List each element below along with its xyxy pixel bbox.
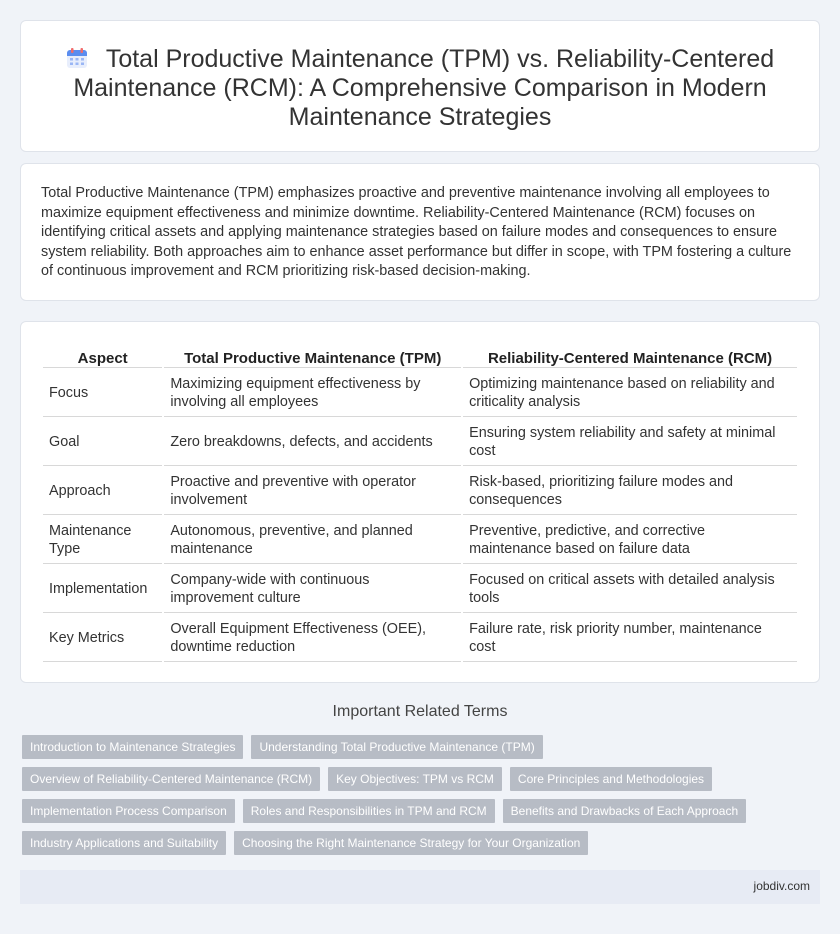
related-term-link[interactable]: Key Objectives: TPM vs RCM bbox=[328, 767, 502, 791]
cell-aspect: Goal bbox=[43, 419, 162, 466]
page-title bbox=[41, 45, 799, 132]
related-term-link[interactable]: Choosing the Right Maintenance Strategy for Your Organization bbox=[234, 831, 588, 855]
cell-tpm: Company-wide with continuous improvement culture bbox=[164, 566, 461, 613]
cell-aspect: Focus bbox=[43, 370, 162, 417]
calendar-icon bbox=[66, 47, 88, 69]
cell-rcm: Preventive, predictive, and corrective maintenance based on failure data bbox=[463, 517, 797, 564]
cell-tpm: Autonomous, preventive, and planned maintenance bbox=[164, 517, 461, 564]
related-terms bbox=[22, 735, 812, 863]
related-term-link[interactable]: Overview of Reliability-Centered Maintenance (RCM) bbox=[22, 767, 320, 791]
footer bbox=[20, 870, 820, 904]
cell-aspect: Approach bbox=[43, 468, 162, 515]
related-term-link[interactable]: Implementation Process Comparison bbox=[22, 799, 235, 823]
cell-rcm: Focused on critical assets with detailed analysis tools bbox=[463, 566, 797, 613]
related-terms-title: Important Related Terms bbox=[332, 703, 508, 720]
comparison-card bbox=[20, 321, 820, 683]
title-card bbox=[20, 20, 820, 152]
footer-site-link[interactable]: jobdiv.com bbox=[753, 879, 810, 893]
cell-aspect: Implementation bbox=[43, 566, 162, 613]
comparison-table bbox=[41, 342, 799, 664]
tag-row bbox=[22, 831, 812, 855]
cell-rcm: Optimizing maintenance based on reliability and criticality analysis bbox=[463, 370, 797, 417]
table-row bbox=[43, 517, 797, 564]
tag-row bbox=[22, 735, 812, 759]
related-term-link[interactable]: Understanding Total Productive Maintenance (TPM) bbox=[251, 735, 542, 759]
table-header-row bbox=[43, 344, 797, 368]
header-aspect: Aspect bbox=[43, 344, 162, 368]
table-row bbox=[43, 370, 797, 417]
related-term-link[interactable]: Roles and Responsibilities in TPM and RCM bbox=[243, 799, 495, 823]
cell-tpm: Proactive and preventive with operator involvement bbox=[164, 468, 461, 515]
cell-aspect: Maintenance Type bbox=[43, 517, 162, 564]
page-title-text: Total Productive Maintenance (TPM) vs. Reliability-Centered Maintenance (RCM): A Comprehensive Comparison in Modern Maintenance Strategies bbox=[73, 45, 775, 131]
tag-row bbox=[22, 767, 812, 791]
related-term-link[interactable]: Benefits and Drawbacks of Each Approach bbox=[503, 799, 746, 823]
related-term-link[interactable]: Introduction to Maintenance Strategies bbox=[22, 735, 243, 759]
header-tpm: Total Productive Maintenance (TPM) bbox=[164, 344, 461, 368]
intro-paragraph: Total Productive Maintenance (TPM) emphasizes proactive and preventive maintenance involving all employees to maximize equipment effectiveness and minimize downtime. Reliability-Centered Maintenance (RCM) focuses on identifying critical assets and applying maintenance strategies based on failure modes and consequences to ensure system reliability. Both approaches aim to enhance asset performance but differ in scope, with TPM fostering a culture of continuous improvement and RCM prioritizing risk-based decision-making. bbox=[41, 185, 792, 279]
table-row bbox=[43, 419, 797, 466]
tag-row bbox=[22, 799, 812, 823]
table-row bbox=[43, 468, 797, 515]
cell-tpm: Overall Equipment Effectiveness (OEE), downtime reduction bbox=[164, 615, 461, 662]
cell-tpm: Maximizing equipment effectiveness by involving all employees bbox=[164, 370, 461, 417]
cell-rcm: Ensuring system reliability and safety at minimal cost bbox=[463, 419, 797, 466]
cell-rcm: Risk-based, prioritizing failure modes and consequences bbox=[463, 468, 797, 515]
table-row bbox=[43, 615, 797, 662]
cell-rcm: Failure rate, risk priority number, maintenance cost bbox=[463, 615, 797, 662]
related-term-link[interactable]: Core Principles and Methodologies bbox=[510, 767, 712, 791]
cell-tpm: Zero breakdowns, defects, and accidents bbox=[164, 419, 461, 466]
intro-card bbox=[20, 163, 820, 301]
header-rcm: Reliability-Centered Maintenance (RCM) bbox=[463, 344, 797, 368]
related-term-link[interactable]: Industry Applications and Suitability bbox=[22, 831, 226, 855]
cell-aspect: Key Metrics bbox=[43, 615, 162, 662]
table-row bbox=[43, 566, 797, 613]
